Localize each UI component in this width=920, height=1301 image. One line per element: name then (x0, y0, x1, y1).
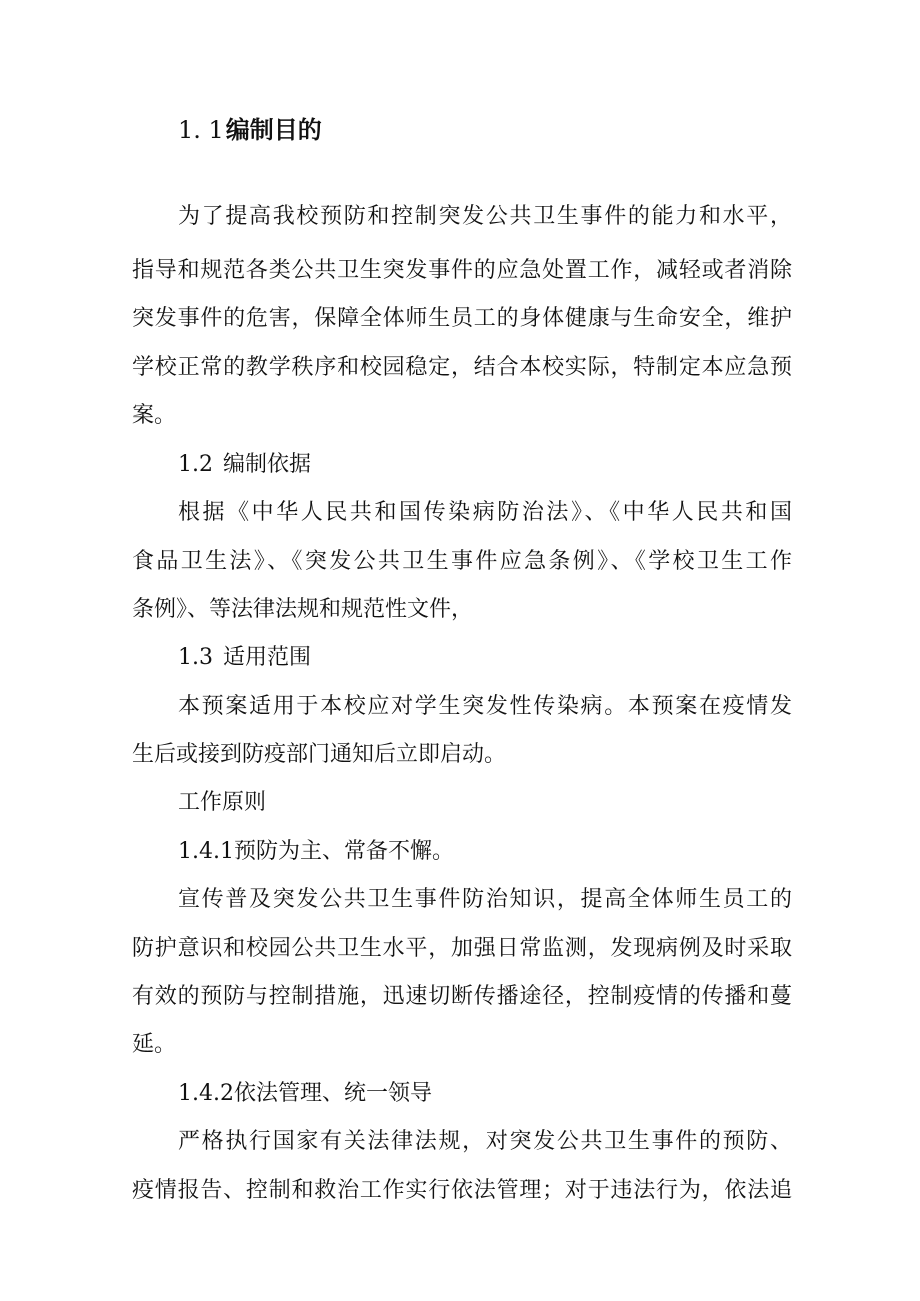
paragraph-line: 食品卫生法》、《突发公共卫生事件应急条例》、《学校卫生工作 (132, 549, 792, 574)
paragraph-line: 严格执行国家有关法律法规，对突发公共卫生事件的预防、 (178, 1129, 792, 1154)
paragraph-line: 本预案适用于本校应对学生突发性传染病。本预案在疫情发 (178, 694, 792, 719)
section-heading-1-1 (178, 112, 322, 148)
section-number: 1.3 (178, 645, 213, 670)
paragraph-line: 有效的预防与控制措施，迅速切断传播途径，控制疫情的传播和蔓 (132, 984, 792, 1009)
section-heading-1-3 (178, 643, 311, 673)
paragraph-line: 生后或接到防疫部门通知后立即启动。 (132, 742, 507, 767)
section-heading-1-2 (178, 450, 311, 480)
paragraph-line: 突发事件的危害，保障全体师生员工的身体健康与生命安全，维护 (132, 306, 792, 331)
paragraph-line: 案。 (132, 403, 177, 428)
paragraph-line: 防护意识和校园公共卫生水平，加强日常监测，发现病例及时采取 (132, 936, 792, 961)
section-title: 依法管理、统一领导 (233, 1081, 432, 1106)
paragraph-line: 宣传普及突发公共卫生事件防治知识，提高全体师生员工的 (178, 887, 792, 912)
section-title: 编制目的 (225, 116, 322, 144)
paragraph-line: 疫情报告、控制和救治工作实行依法管理；对于违法行为，依法追 (132, 1178, 792, 1203)
section-heading-1-4-2 (178, 1079, 432, 1109)
section-title: 预防为主、常备不懈。 (233, 839, 454, 864)
section-title: 编制依据 (223, 452, 312, 477)
section-number: 1. 1 (178, 116, 224, 144)
section-heading-1-4-1 (178, 837, 454, 867)
section-heading-1-4: 工作原则 (178, 790, 267, 815)
paragraph-line: 根据《中华人民共和国传染病防治法》、《中华人民共和国 (178, 500, 792, 525)
section-number: 1.4.1 (178, 839, 234, 864)
section-number: 1.4.2 (178, 1081, 234, 1106)
paragraph-line: 学校正常的教学秩序和校园稳定，结合本校实际，特制定本应急预 (132, 355, 792, 380)
paragraph-line: 延。 (132, 1032, 177, 1057)
section-number: 1.2 (178, 452, 213, 477)
section-title: 适用范围 (223, 645, 312, 670)
paragraph-line: 为了提高我校预防和控制突发公共卫生事件的能力和水平， (178, 204, 792, 229)
paragraph-line: 条例》、等法律法规和规范性文件， (132, 597, 474, 622)
paragraph-line: 指导和规范各类公共卫生突发事件的应急处置工作，减轻或者消除 (132, 258, 792, 283)
